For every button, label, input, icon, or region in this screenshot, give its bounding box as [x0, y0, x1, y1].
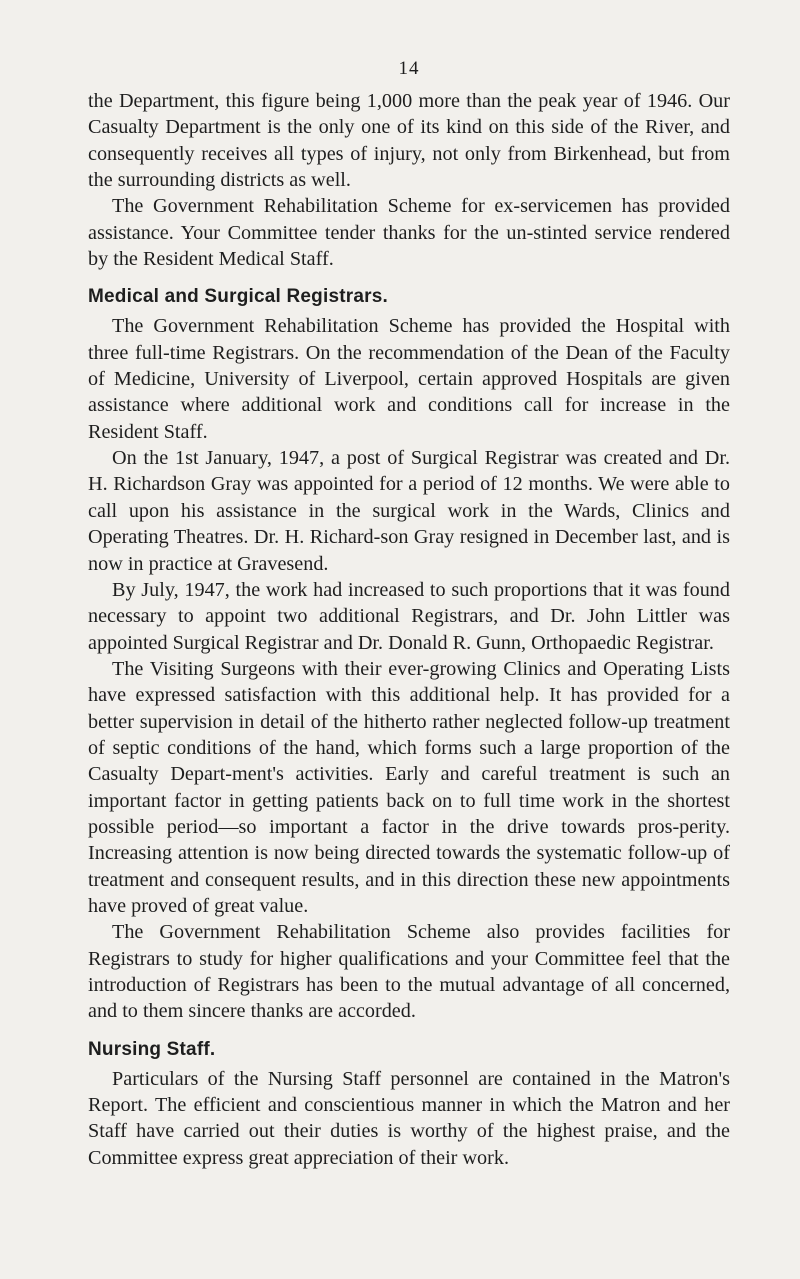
intro-paragraph-1: the Department, this figure being 1,000 more than the peak year of 1946. Our Casualty Department is the only one of its kind on this side of the River, and consequently receives all types of injury, not only from Birkenhead, but from the surrounding districts as well.	[88, 90, 730, 192]
registrars-heading: Medical and Surgical Registrars.	[88, 286, 388, 308]
registrars-paragraph-2: On the 1st January, 1947, a post of Surgical Registrar was created and Dr. H. Richardson Gray was appointed for a period of 12 months. We were able to call upon his assistance in the surgical work in the Wards, Clinics and Operating Theatres. Dr. H. Richard-son Gray resigned in December last, and is now in practice at Gravesend.	[88, 447, 730, 575]
page-number: 14	[398, 58, 420, 79]
registrars-paragraph-3: By July, 1947, the work had increased to such proportions that it was found necessary to appoint two additional Registrars, and Dr. John Littler was appointed Surgical Registrar and Dr. Donald R. Gunn, Orthopaedic Registrar.	[88, 578, 730, 654]
registrars-paragraph-4: The Visiting Surgeons with their ever-growing Clinics and Operating Lists have expressed satisfaction with this additional help. It has provided for a better supervision in detail of the hitherto rather neglected follow-up treatment of septic conditions of the hand, which forms such a large proportion of the Casualty Depart-ment's activities. Early and careful treatment is such an important factor in getting patients back on to full time work in the shortest possible period—so important a factor in the drive towards pros-perity. Increasing attention is now being directed towards the systematic follow-up of treatment and consequent results, and in this direction these new appointments have proved of great value.	[88, 657, 730, 917]
intro-paragraph-2: The Government Rehabilitation Scheme for ex-servicemen has provided assistance. Your Committee tender thanks for the un-stinted service rendered by the Resident Medical Staff.	[88, 195, 730, 271]
registrars-paragraph-1: The Government Rehabilitation Scheme has provided the Hospital with three full-time Registrars. On the recommendation of the Dean of the Faculty of Medicine, University of Liverpool, certain approved Hospitals are given assistance where additional work and conditions call for increase in the Resident Staff.	[88, 315, 730, 443]
registrars-paragraph-5: The Government Rehabilitation Scheme also provides facilities for Registrars to study for higher qualifications and your Committee feel that the introduction of Registrars has been to the mutual advantage of all concerned, and to them sincere thanks are accorded.	[88, 921, 730, 1023]
nursing-heading: Nursing Staff.	[88, 1038, 216, 1060]
document-page	[88, 58, 730, 1171]
nursing-paragraph-1: Particulars of the Nursing Staff personnel are contained in the Matron's Report. The efficient and conscientious manner in which the Matron and her Staff have carried out their duties is worthy of the highest praise, and the Committee express great appreciation of their work.	[88, 1067, 730, 1169]
